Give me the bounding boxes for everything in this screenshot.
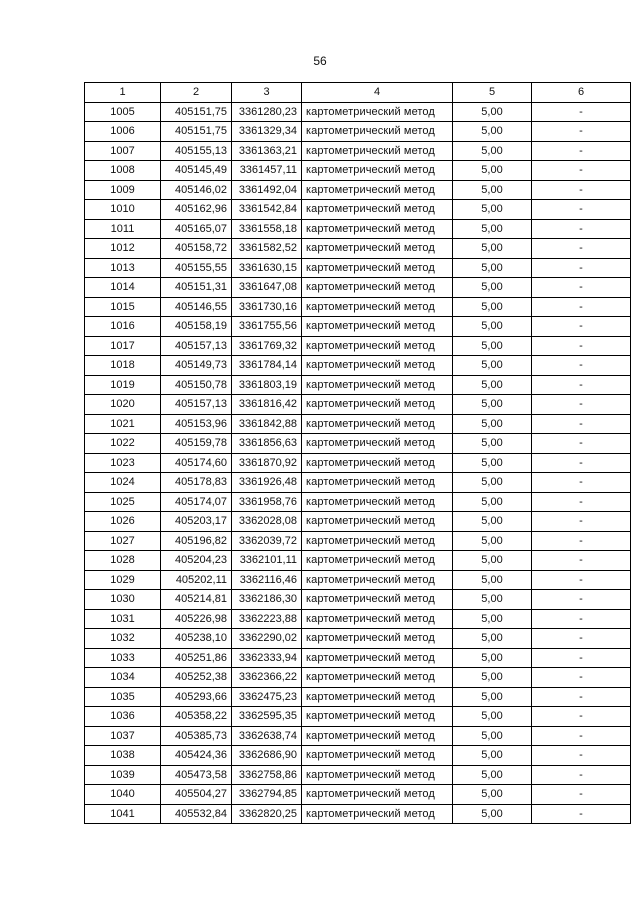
cell-method: картометрический метод [302, 180, 453, 200]
cell-x-coordinate: 405532,84 [161, 804, 232, 824]
cell-y-coordinate: 3361457,11 [232, 161, 302, 181]
cell-note: - [532, 336, 631, 356]
cell-x-coordinate: 405158,72 [161, 239, 232, 259]
cell-method: картометрический метод [302, 746, 453, 766]
cell-x-coordinate: 405214,81 [161, 590, 232, 610]
cell-accuracy: 5,00 [453, 102, 532, 122]
cell-x-coordinate: 405424,36 [161, 746, 232, 766]
column-header-4: 4 [302, 83, 453, 103]
cell-note: - [532, 765, 631, 785]
table-row [85, 570, 631, 590]
cell-method: картометрический метод [302, 785, 453, 805]
cell-note: - [532, 317, 631, 337]
cell-note: - [532, 356, 631, 376]
cell-y-coordinate: 3361958,76 [232, 492, 302, 512]
cell-method: картометрический метод [302, 590, 453, 610]
cell-note: - [532, 726, 631, 746]
cell-method: картометрический метод [302, 648, 453, 668]
cell-point-number: 1037 [85, 726, 161, 746]
cell-method: картометрический метод [302, 375, 453, 395]
cell-accuracy: 5,00 [453, 726, 532, 746]
table-row [85, 551, 631, 571]
cell-note: - [532, 473, 631, 493]
cell-method: картометрический метод [302, 453, 453, 473]
cell-point-number: 1035 [85, 687, 161, 707]
cell-point-number: 1038 [85, 746, 161, 766]
cell-x-coordinate: 405157,13 [161, 336, 232, 356]
cell-y-coordinate: 3362475,23 [232, 687, 302, 707]
cell-point-number: 1013 [85, 258, 161, 278]
cell-method: картометрический метод [302, 141, 453, 161]
cell-y-coordinate: 3362028,08 [232, 512, 302, 532]
cell-y-coordinate: 3361755,56 [232, 317, 302, 337]
table-row [85, 473, 631, 493]
cell-y-coordinate: 3361558,18 [232, 219, 302, 239]
cell-method: картометрический метод [302, 726, 453, 746]
cell-x-coordinate: 405174,60 [161, 453, 232, 473]
cell-y-coordinate: 3361542,84 [232, 200, 302, 220]
table-row [85, 609, 631, 629]
cell-point-number: 1034 [85, 668, 161, 688]
cell-note: - [532, 551, 631, 571]
cell-point-number: 1029 [85, 570, 161, 590]
cell-method: картометрический метод [302, 200, 453, 220]
cell-x-coordinate: 405158,19 [161, 317, 232, 337]
cell-point-number: 1019 [85, 375, 161, 395]
cell-y-coordinate: 3361582,52 [232, 239, 302, 259]
cell-x-coordinate: 405153,96 [161, 414, 232, 434]
cell-method: картометрический метод [302, 570, 453, 590]
table-row [85, 434, 631, 454]
cell-point-number: 1007 [85, 141, 161, 161]
cell-x-coordinate: 405162,96 [161, 200, 232, 220]
cell-y-coordinate: 3361784,14 [232, 356, 302, 376]
cell-accuracy: 5,00 [453, 609, 532, 629]
cell-method: картометрический метод [302, 687, 453, 707]
cell-accuracy: 5,00 [453, 551, 532, 571]
table-row [85, 629, 631, 649]
cell-method: картометрический метод [302, 804, 453, 824]
cell-x-coordinate: 405155,13 [161, 141, 232, 161]
cell-note: - [532, 512, 631, 532]
cell-method: картометрический метод [302, 161, 453, 181]
cell-method: картометрический метод [302, 765, 453, 785]
cell-accuracy: 5,00 [453, 512, 532, 532]
table-row [85, 317, 631, 337]
cell-method: картометрический метод [302, 609, 453, 629]
cell-point-number: 1028 [85, 551, 161, 571]
cell-point-number: 1025 [85, 492, 161, 512]
page-number: 56 [313, 54, 327, 68]
cell-note: - [532, 219, 631, 239]
cell-method: картометрический метод [302, 707, 453, 727]
cell-y-coordinate: 3361856,63 [232, 434, 302, 454]
cell-method: картометрический метод [302, 629, 453, 649]
cell-accuracy: 5,00 [453, 395, 532, 415]
cell-method: картометрический метод [302, 336, 453, 356]
cell-y-coordinate: 3361870,92 [232, 453, 302, 473]
cell-point-number: 1015 [85, 297, 161, 317]
cell-method: картометрический метод [302, 414, 453, 434]
table-row [85, 180, 631, 200]
cell-note: - [532, 180, 631, 200]
cell-note: - [532, 629, 631, 649]
cell-point-number: 1024 [85, 473, 161, 493]
cell-point-number: 1005 [85, 102, 161, 122]
cell-note: - [532, 102, 631, 122]
cell-note: - [532, 375, 631, 395]
cell-y-coordinate: 3362686,90 [232, 746, 302, 766]
cell-accuracy: 5,00 [453, 570, 532, 590]
cell-accuracy: 5,00 [453, 278, 532, 298]
cell-method: картометрический метод [302, 434, 453, 454]
table-row [85, 804, 631, 824]
cell-x-coordinate: 405358,22 [161, 707, 232, 727]
cell-method: картометрический метод [302, 317, 453, 337]
cell-y-coordinate: 3361329,34 [232, 122, 302, 142]
cell-x-coordinate: 405473,58 [161, 765, 232, 785]
cell-note: - [532, 668, 631, 688]
cell-y-coordinate: 3361842,88 [232, 414, 302, 434]
cell-point-number: 1020 [85, 395, 161, 415]
cell-y-coordinate: 3362039,72 [232, 531, 302, 551]
cell-accuracy: 5,00 [453, 492, 532, 512]
cell-y-coordinate: 3361280,23 [232, 102, 302, 122]
cell-y-coordinate: 3362290,02 [232, 629, 302, 649]
column-header-1: 1 [85, 83, 161, 103]
cell-accuracy: 5,00 [453, 707, 532, 727]
cell-note: - [532, 395, 631, 415]
cell-y-coordinate: 3362101,11 [232, 551, 302, 571]
table-row [85, 668, 631, 688]
cell-point-number: 1008 [85, 161, 161, 181]
cell-x-coordinate: 405151,75 [161, 122, 232, 142]
cell-x-coordinate: 405146,02 [161, 180, 232, 200]
cell-point-number: 1010 [85, 200, 161, 220]
table-row [85, 453, 631, 473]
cell-y-coordinate: 3362820,25 [232, 804, 302, 824]
cell-note: - [532, 278, 631, 298]
cell-x-coordinate: 405146,55 [161, 297, 232, 317]
table-row [85, 161, 631, 181]
table-row [85, 765, 631, 785]
coordinates-table [84, 82, 631, 824]
cell-y-coordinate: 3361769,32 [232, 336, 302, 356]
cell-point-number: 1036 [85, 707, 161, 727]
cell-x-coordinate: 405174,07 [161, 492, 232, 512]
cell-y-coordinate: 3361816,42 [232, 395, 302, 415]
cell-accuracy: 5,00 [453, 317, 532, 337]
cell-method: картометрический метод [302, 297, 453, 317]
table-row [85, 356, 631, 376]
cell-accuracy: 5,00 [453, 180, 532, 200]
table-row [85, 122, 631, 142]
cell-x-coordinate: 405157,13 [161, 395, 232, 415]
cell-method: картометрический метод [302, 278, 453, 298]
cell-x-coordinate: 405504,27 [161, 785, 232, 805]
column-header-5: 5 [453, 83, 532, 103]
cell-y-coordinate: 3362758,86 [232, 765, 302, 785]
cell-point-number: 1011 [85, 219, 161, 239]
cell-method: картометрический метод [302, 102, 453, 122]
cell-accuracy: 5,00 [453, 785, 532, 805]
table-row [85, 278, 631, 298]
cell-x-coordinate: 405251,86 [161, 648, 232, 668]
cell-note: - [532, 297, 631, 317]
cell-x-coordinate: 405151,31 [161, 278, 232, 298]
table-row [85, 141, 631, 161]
cell-x-coordinate: 405226,98 [161, 609, 232, 629]
cell-note: - [532, 785, 631, 805]
cell-accuracy: 5,00 [453, 804, 532, 824]
cell-point-number: 1041 [85, 804, 161, 824]
cell-y-coordinate: 3361926,48 [232, 473, 302, 493]
table-row [85, 707, 631, 727]
table-row [85, 590, 631, 610]
cell-y-coordinate: 3362116,46 [232, 570, 302, 590]
cell-method: картометрический метод [302, 395, 453, 415]
cell-accuracy: 5,00 [453, 629, 532, 649]
cell-x-coordinate: 405204,23 [161, 551, 232, 571]
cell-point-number: 1022 [85, 434, 161, 454]
cell-y-coordinate: 3362223,88 [232, 609, 302, 629]
cell-x-coordinate: 405196,82 [161, 531, 232, 551]
table-row [85, 512, 631, 532]
cell-note: - [532, 141, 631, 161]
cell-accuracy: 5,00 [453, 141, 532, 161]
cell-method: картометрический метод [302, 531, 453, 551]
cell-x-coordinate: 405159,78 [161, 434, 232, 454]
cell-note: - [532, 492, 631, 512]
cell-accuracy: 5,00 [453, 239, 532, 259]
cell-method: картометрический метод [302, 219, 453, 239]
cell-accuracy: 5,00 [453, 258, 532, 278]
cell-y-coordinate: 3361630,15 [232, 258, 302, 278]
cell-note: - [532, 570, 631, 590]
cell-point-number: 1040 [85, 785, 161, 805]
cell-note: - [532, 804, 631, 824]
cell-x-coordinate: 405178,83 [161, 473, 232, 493]
cell-y-coordinate: 3361730,16 [232, 297, 302, 317]
cell-x-coordinate: 405149,73 [161, 356, 232, 376]
cell-note: - [532, 434, 631, 454]
table-body [85, 102, 631, 824]
cell-note: - [532, 648, 631, 668]
table-row [85, 746, 631, 766]
cell-y-coordinate: 3362186,30 [232, 590, 302, 610]
cell-accuracy: 5,00 [453, 356, 532, 376]
cell-method: картометрический метод [302, 356, 453, 376]
table-header-row [85, 83, 631, 103]
cell-note: - [532, 707, 631, 727]
cell-point-number: 1017 [85, 336, 161, 356]
cell-accuracy: 5,00 [453, 668, 532, 688]
column-header-3: 3 [232, 83, 302, 103]
table-row [85, 726, 631, 746]
cell-method: картометрический метод [302, 551, 453, 571]
cell-accuracy: 5,00 [453, 200, 532, 220]
cell-accuracy: 5,00 [453, 297, 532, 317]
cell-y-coordinate: 3362595,35 [232, 707, 302, 727]
cell-x-coordinate: 405238,10 [161, 629, 232, 649]
cell-accuracy: 5,00 [453, 687, 532, 707]
cell-y-coordinate: 3361363,21 [232, 141, 302, 161]
table-row [85, 492, 631, 512]
cell-y-coordinate: 3362638,74 [232, 726, 302, 746]
cell-note: - [532, 200, 631, 220]
cell-y-coordinate: 3361803,19 [232, 375, 302, 395]
cell-accuracy: 5,00 [453, 590, 532, 610]
cell-accuracy: 5,00 [453, 453, 532, 473]
table-row [85, 102, 631, 122]
column-header-2: 2 [161, 83, 232, 103]
cell-point-number: 1026 [85, 512, 161, 532]
cell-x-coordinate: 405252,38 [161, 668, 232, 688]
table-row [85, 531, 631, 551]
cell-x-coordinate: 405385,73 [161, 726, 232, 746]
cell-point-number: 1012 [85, 239, 161, 259]
cell-point-number: 1030 [85, 590, 161, 610]
cell-note: - [532, 590, 631, 610]
cell-y-coordinate: 3362366,22 [232, 668, 302, 688]
table-row [85, 239, 631, 259]
cell-point-number: 1006 [85, 122, 161, 142]
cell-accuracy: 5,00 [453, 434, 532, 454]
cell-method: картометрический метод [302, 512, 453, 532]
table-row [85, 336, 631, 356]
table-row [85, 297, 631, 317]
cell-x-coordinate: 405150,78 [161, 375, 232, 395]
cell-note: - [532, 239, 631, 259]
column-header-6: 6 [532, 83, 631, 103]
cell-accuracy: 5,00 [453, 765, 532, 785]
table-row [85, 375, 631, 395]
cell-note: - [532, 414, 631, 434]
cell-note: - [532, 453, 631, 473]
table-row [85, 687, 631, 707]
cell-accuracy: 5,00 [453, 336, 532, 356]
cell-y-coordinate: 3361647,08 [232, 278, 302, 298]
cell-y-coordinate: 3362794,85 [232, 785, 302, 805]
cell-method: картометрический метод [302, 492, 453, 512]
cell-accuracy: 5,00 [453, 746, 532, 766]
cell-point-number: 1014 [85, 278, 161, 298]
cell-note: - [532, 122, 631, 142]
cell-accuracy: 5,00 [453, 648, 532, 668]
cell-note: - [532, 687, 631, 707]
cell-x-coordinate: 405203,17 [161, 512, 232, 532]
table-row [85, 200, 631, 220]
cell-note: - [532, 258, 631, 278]
cell-x-coordinate: 405202,11 [161, 570, 232, 590]
cell-point-number: 1032 [85, 629, 161, 649]
cell-method: картометрический метод [302, 473, 453, 493]
cell-method: картометрический метод [302, 668, 453, 688]
cell-point-number: 1033 [85, 648, 161, 668]
cell-point-number: 1009 [85, 180, 161, 200]
cell-note: - [532, 531, 631, 551]
cell-method: картометрический метод [302, 239, 453, 259]
cell-note: - [532, 746, 631, 766]
cell-y-coordinate: 3361492,04 [232, 180, 302, 200]
cell-point-number: 1018 [85, 356, 161, 376]
table-row [85, 258, 631, 278]
cell-accuracy: 5,00 [453, 219, 532, 239]
cell-accuracy: 5,00 [453, 375, 532, 395]
cell-accuracy: 5,00 [453, 531, 532, 551]
cell-x-coordinate: 405293,66 [161, 687, 232, 707]
cell-accuracy: 5,00 [453, 414, 532, 434]
cell-point-number: 1023 [85, 453, 161, 473]
cell-x-coordinate: 405145,49 [161, 161, 232, 181]
cell-accuracy: 5,00 [453, 473, 532, 493]
table-row [85, 395, 631, 415]
cell-point-number: 1021 [85, 414, 161, 434]
cell-point-number: 1039 [85, 765, 161, 785]
cell-point-number: 1027 [85, 531, 161, 551]
cell-note: - [532, 609, 631, 629]
cell-method: картометрический метод [302, 122, 453, 142]
table-row [85, 785, 631, 805]
cell-accuracy: 5,00 [453, 161, 532, 181]
cell-accuracy: 5,00 [453, 122, 532, 142]
cell-point-number: 1031 [85, 609, 161, 629]
table-row [85, 219, 631, 239]
table-row [85, 648, 631, 668]
cell-note: - [532, 161, 631, 181]
table-row [85, 414, 631, 434]
cell-y-coordinate: 3362333,94 [232, 648, 302, 668]
cell-x-coordinate: 405155,55 [161, 258, 232, 278]
cell-x-coordinate: 405165,07 [161, 219, 232, 239]
cell-method: картометрический метод [302, 258, 453, 278]
cell-x-coordinate: 405151,75 [161, 102, 232, 122]
cell-point-number: 1016 [85, 317, 161, 337]
